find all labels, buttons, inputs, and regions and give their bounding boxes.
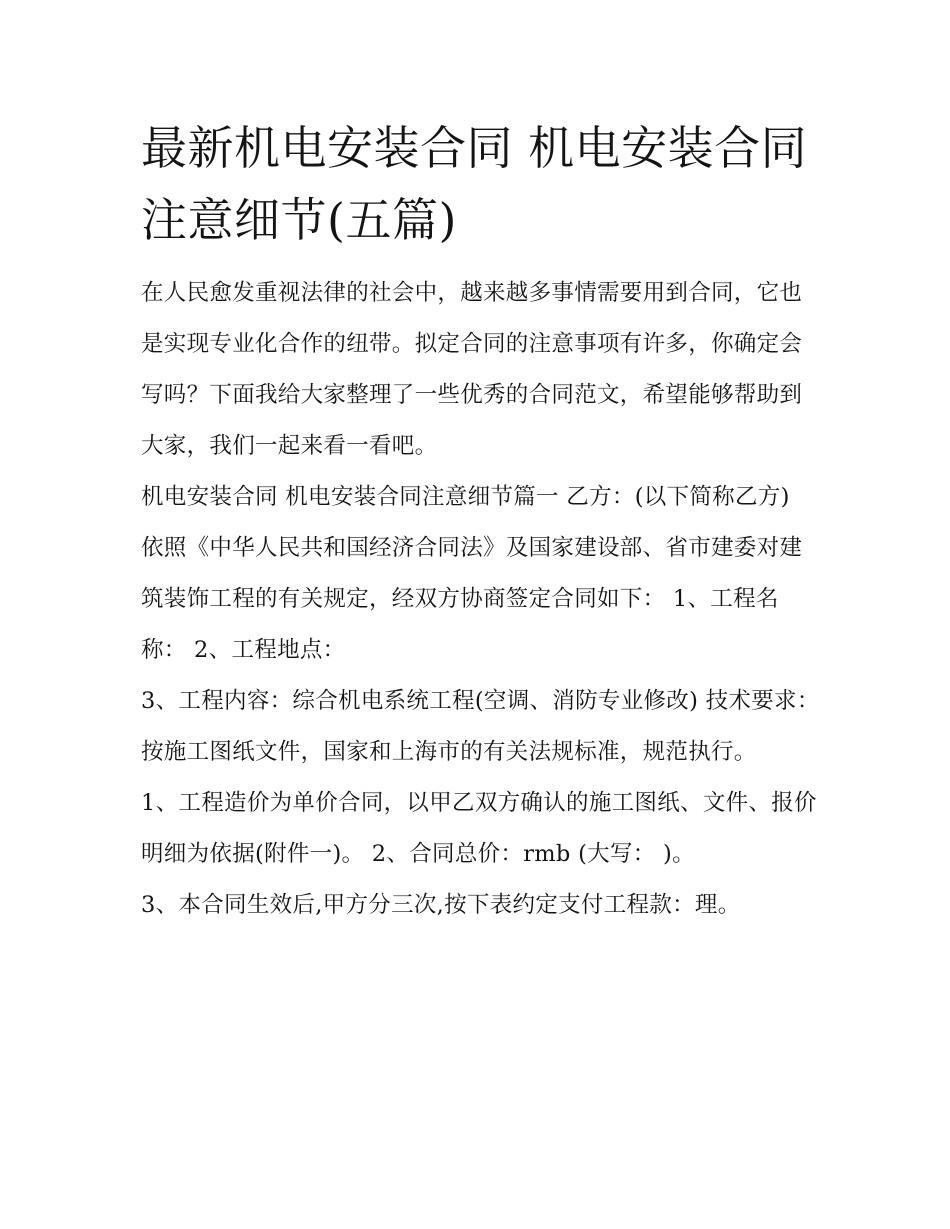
paragraph-project-content: 3、工程内容：综合机电系统工程(空调、消防专业修改) 技术要求：按施工图纸文件，国家和上海市的有关法规标准，规范执行。 (141, 688, 820, 765)
paragraph-legal-basis: 依照《中华人民共和国经济合同法》及国家建设部、省市建委对建筑装饰工程的有关规定，经双方协商签定合同如下： 1、工程名称： 2、工程地点： (141, 535, 803, 663)
paragraph-section-heading: 机电安装合同 机电安装合同注意细节篇一 乙方：(以下简称乙方) (141, 484, 790, 510)
document-body (141, 268, 821, 931)
paragraph-payment-terms: 3、本合同生效后,甲方分三次,按下表约定支付工程款：理。 (141, 892, 741, 918)
document-title: 最新机电安装合同 机电安装合同注意细节(五篇) (141, 121, 808, 247)
document-page (141, 112, 821, 931)
paragraph-contract-price: 1、工程造价为单价合同，以甲乙双方确认的施工图纸、文件、报价明细为依据(附件一)。 2、合同总价：rmb (大写： )。 (141, 790, 817, 867)
paragraph-intro: 在人民愈发重视法律的社会中，越来越多事情需要用到合同，它也是实现专业化合作的纽带。拟定合同的注意事项有许多，你确定会写吗？下面我给大家整理了一些优秀的合同范文，希望能够帮助到大家，我们一起来看一看吧。 (141, 280, 803, 459)
